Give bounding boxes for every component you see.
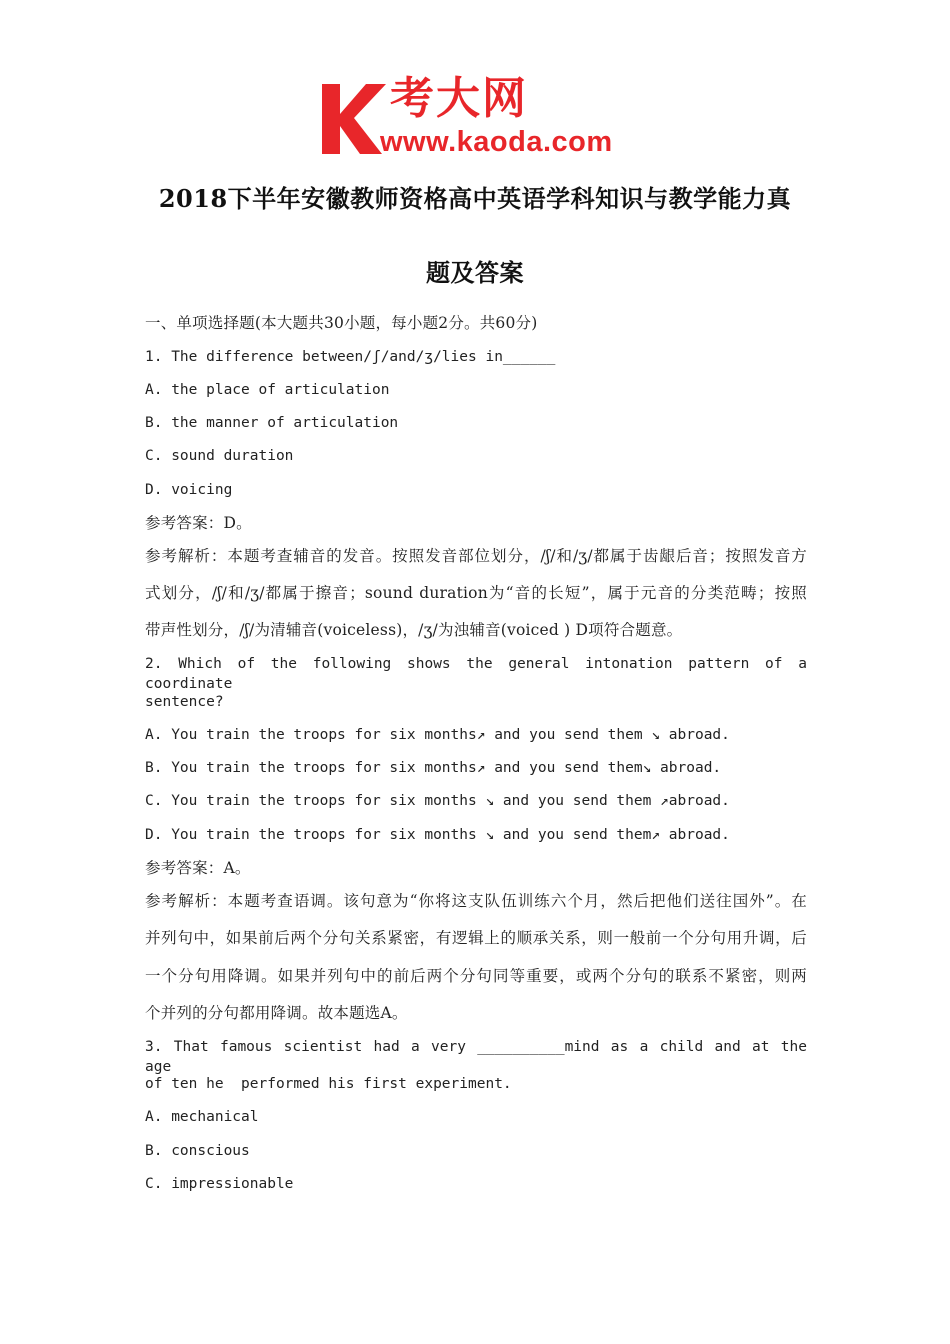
question-1-option-d: D. voicing — [145, 482, 233, 498]
question-3-stem-line-2: of ten he performed his first experiment. — [145, 1076, 512, 1092]
question-3-option-c: C. impressionable — [145, 1176, 294, 1192]
question-2-option-a: A. You train the troops for six months↗ and you send them ↘ abroad. — [145, 727, 730, 743]
question-2-option-d: D. You train the troops for six months ↘ and you send them↗ abroad. — [145, 827, 730, 843]
question-2-analysis-line-3: 一个分句用降调。如果并列句中的前后两个分句同等重要，或两个分句的联系不紧密，则两 — [145, 967, 807, 985]
question-3-option-b: B. conscious — [145, 1143, 250, 1159]
question-1-stem: 1. The difference between/ʃ/and/ʒ/lies in______ — [145, 349, 556, 365]
document-title-line-1: 2018下半年安徽教师资格高中英语学科知识与教学能力真 — [158, 184, 792, 213]
kaoda-logo — [318, 73, 640, 158]
question-2-answer: 参考答案：A。 — [145, 859, 251, 877]
question-2-option-c: C. You train the troops for six months ↘ and you send them ↗abroad. — [145, 793, 730, 809]
question-2-stem-line-2: sentence? — [145, 694, 224, 710]
document-title-line-2: 题及答案 — [426, 258, 524, 287]
question-1-option-a: A. the place of articulation — [145, 382, 390, 398]
question-1-analysis-line-3: 带声性划分，/ʃ/为清辅音(voiceless)，/ʒ/为浊辅音(voiced ) D项符合题意。 — [145, 621, 683, 639]
logo-brand-text: 考大网 — [390, 73, 528, 124]
logo-url-text: www.kaoda.com — [380, 126, 613, 158]
question-3-option-a: A. mechanical — [145, 1109, 259, 1125]
question-2-analysis-line-2: 并列句中，如果前后两个分句关系紧密，有逻辑上的顺承关系，则一般前一个分句用升调，后 — [145, 929, 807, 947]
k-logo-icon — [318, 80, 388, 156]
question-1-analysis-line-1: 参考解析：本题考查辅音的发音。按照发音部位划分，/ʃ/和/ʒ/都属于齿龈后音；按照发音方 — [145, 547, 807, 565]
question-2-stem-line-1: 2. Which of the following shows the general intonation pattern of a coordinate — [145, 656, 807, 692]
section-heading: 一、单项选择题(本大题共30小题，每小题2分。共60分) — [145, 314, 538, 332]
question-1-analysis-line-2: 式划分，/ʃ/和/ʒ/都属于擦音；sound duration为“音的长短”，属于元音的分类范畴；按照 — [145, 584, 807, 602]
question-1-answer: 参考答案：D。 — [145, 514, 252, 532]
question-2-option-b: B. You train the troops for six months↗ and you send them↘ abroad. — [145, 760, 722, 776]
question-2-analysis-line-4: 个并列的分句都用降调。故本题选A。 — [145, 1004, 408, 1022]
question-3-stem-line-1: 3. That famous scientist had a very __________mind as a child and at the age — [145, 1039, 807, 1075]
question-1-option-c: C. sound duration — [145, 448, 294, 464]
question-2-analysis-line-1: 参考解析：本题考查语调。该句意为“你将这支队伍训练六个月，然后把他们送往国外”。在 — [145, 892, 807, 910]
question-1-option-b: B. the manner of articulation — [145, 415, 399, 431]
